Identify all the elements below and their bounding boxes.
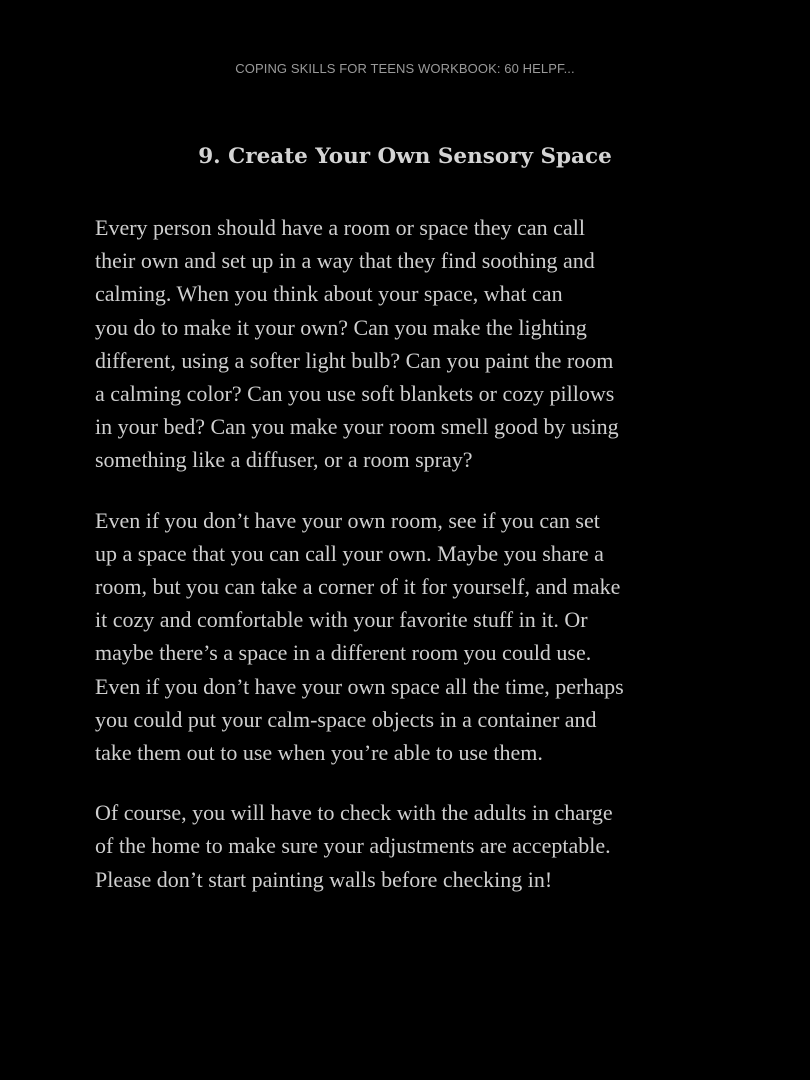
paragraph-line: room, but you can take a corner of it for yourself, and make [95, 574, 621, 600]
paragraph-line: Please don’t start painting walls before checking in! [95, 866, 553, 892]
paragraph-line: Even if you don’t have your own space all the time, perhaps [95, 673, 624, 699]
running-header-book-title: COPING SKILLS FOR TEENS WORKBOOK: 60 HELPF... [235, 61, 575, 76]
paragraph-2 [95, 504, 720, 770]
paragraph-line: Of course, you will have to check with the adults in charge [95, 800, 613, 826]
paragraph-1 [95, 211, 720, 477]
paragraph-line: it cozy and comfortable with your favorite stuff in it. Or [95, 607, 588, 633]
paragraph-line: you do to make it your own? Can you make the lighting [95, 314, 587, 340]
chapter-body [95, 211, 720, 923]
paragraph-line: take them out to use when you’re able to use them. [95, 740, 543, 766]
paragraph-line: of the home to make sure your adjustments are acceptable. [95, 833, 611, 859]
paragraph-line: calming. When you think about your space, what can [95, 281, 563, 307]
paragraph-line: you could put your calm-space objects in a container and [95, 706, 597, 732]
paragraph-line: Even if you don’t have your own room, see if you can set [95, 507, 600, 533]
paragraph-line: in your bed? Can you make your room smell good by using [95, 414, 619, 440]
paragraph-line: up a space that you can call your own. Maybe you share a [95, 540, 604, 566]
paragraph-line: maybe there’s a space in a different room you could use. [95, 640, 592, 666]
paragraph-line: something like a diffuser, or a room spray? [95, 447, 473, 473]
paragraph-line: their own and set up in a way that they find soothing and [95, 248, 595, 274]
paragraph-line: a calming color? Can you use soft blankets or cozy pillows [95, 381, 615, 407]
paragraph-line: Every person should have a room or space they can call [95, 215, 585, 240]
paragraph-3 [95, 796, 720, 896]
chapter-title: 9. Create Your Own Sensory Space [198, 144, 612, 169]
paragraph-line: different, using a softer light bulb? Can you paint the room [95, 347, 614, 373]
